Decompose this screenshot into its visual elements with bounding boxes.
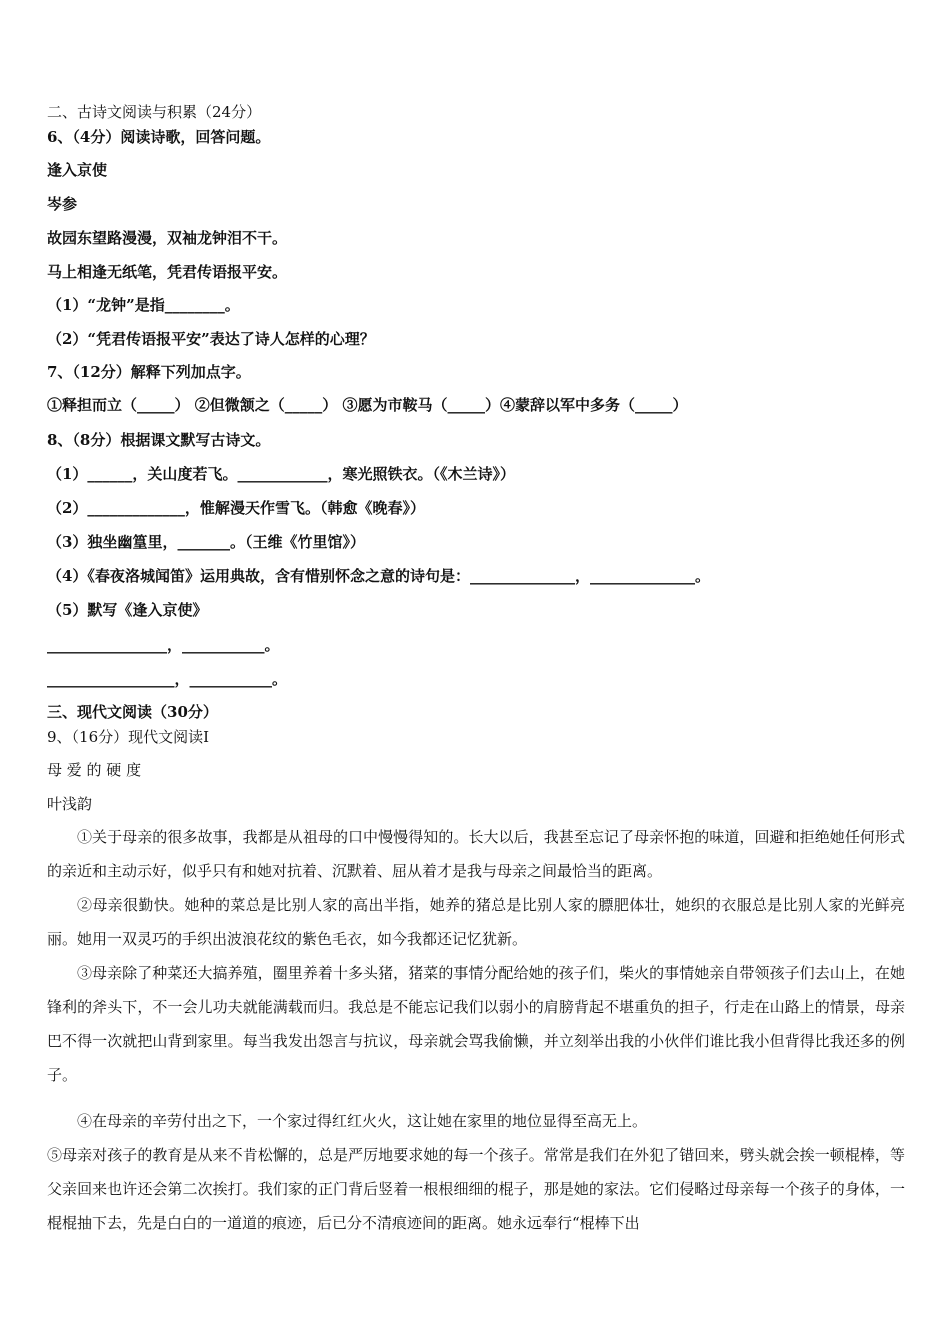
- q8-sub4: （4）《春夜洛城闻笛》运用典故，含有惜别怀念之意的诗句是：______________，______________。: [47, 567, 710, 585]
- paragraph-1: ①关于母亲的很多故事，我都是从祖母的口中慢慢得知的。长大以后，我甚至忘记了母亲怀抱的味道，回避和拒绝她任何形式的亲近和主动示好，似乎只有和她对抗着、沉默着、屈从着才是我与母亲之间最恰当的距离。: [47, 828, 905, 880]
- q7-items: ①释担而立（_____） ②但微颔之（_____） ③愿为市鞍马（_____）④蒙辞以军中多务（_____）: [47, 396, 688, 414]
- poem-line-2: 马上相逢无纸笔，凭君传语报平安。: [47, 263, 288, 281]
- poem-line-1: 故园东望路漫漫，双袖龙钟泪不干。: [47, 229, 288, 247]
- q8-sub2: （2）_____________，惟解漫天作雪飞。（韩愈《晚春》）: [47, 499, 425, 517]
- q6-sub2: （2）“凭君传语报平安”表达了诗人怎样的心理？: [47, 330, 375, 348]
- article-title: 母 爱 的 硬 度: [47, 761, 142, 779]
- q6-title: 6、（4分）阅读诗歌，回答问题。: [47, 128, 271, 146]
- q8-blank1: ________________，___________。: [47, 636, 280, 654]
- q8-sub5: （5）默写《逢入京使》: [47, 601, 208, 619]
- poem-title: 逢入京使: [47, 161, 108, 179]
- paragraph-4: ④在母亲的辛劳付出之下，一个家过得红红火火，这让她在家里的地位显得至高无上。: [77, 1112, 648, 1130]
- section3-heading: 三、现代文阅读（30分）: [47, 703, 218, 721]
- paragraph-5: ⑤母亲对孩子的教育是从来不肯松懈的，总是严厉地要求她的每一个孩子。常常是我们在外犯了错回来，劈头就会挨一顿棍棒，等父亲回来也许还会第二次挨打。我们家的正门背后竖着一根根细细的棍子，那是她的家法。它们侵略过母亲每一个孩子的身体，一棍棍抽下去，先是白白的一道道的痕迹，后已分不清痕迹间的距离。她永远奉行“棍棒下出: [47, 1146, 905, 1232]
- q7-title: 7、（12分）解释下列加点字。: [47, 363, 251, 381]
- article-author: 叶浅韵: [47, 795, 93, 813]
- section2-heading: 二、古诗文阅读与积累（24分）: [47, 103, 262, 121]
- q8-sub1: （1）______，关山度若飞。____________，寒光照铁衣。（《木兰诗》）: [47, 465, 515, 483]
- q9-title: 9、（16分）现代文阅读Ⅰ: [47, 728, 210, 746]
- paragraph-3: ③母亲除了种菜还大搞养殖，圈里养着十多头猪，猪菜的事情分配给她的孩子们，柴火的事情她亲自带领孩子们去山上，在她锋利的斧头下，不一会儿功夫就能满载而归。我总是不能忘记我们以弱小的肩膀背起不堪重负的担子，行走在山路上的情景，母亲巴不得一次就把山背到家里。每当我发出怨言与抗议，母亲就会骂我偷懒，并立刻举出我的小伙伴们谁比我小但背得比我还多的例子。: [47, 964, 905, 1084]
- q8-blank2: _________________，___________。: [47, 670, 288, 688]
- q8-sub3: （3）独坐幽篁里，_______。（王维《竹里馆》）: [47, 533, 365, 551]
- q8-title: 8、（8分）根据课文默写古诗文。: [47, 431, 271, 449]
- q6-sub1: （1）“龙钟”是指________。: [47, 296, 240, 314]
- paragraph-2: ②母亲很勤快。她种的菜总是比别人家的高出半指，她养的猪总是比别人家的膘肥体壮，她织的衣服总是比别人家的光鲜亮丽。她用一双灵巧的手织出波浪花纹的紫色毛衣，如今我都还记忆犹新。: [47, 896, 905, 948]
- poem-poet: 岑参: [47, 195, 78, 213]
